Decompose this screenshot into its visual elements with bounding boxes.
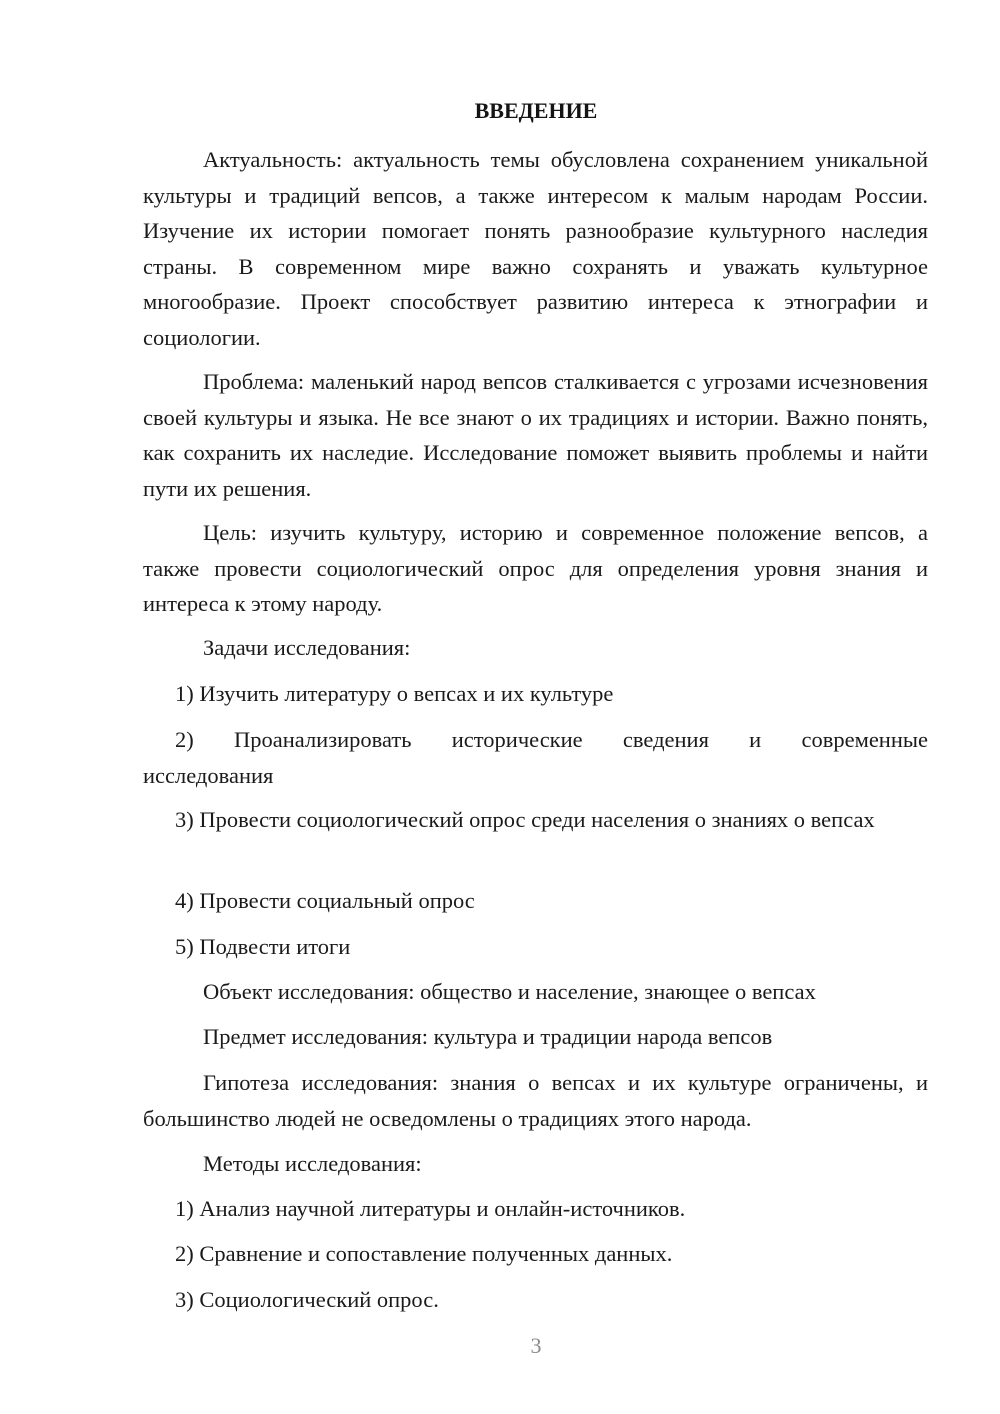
goal-paragraph: Цель: изучить культуру, историю и современное положение вепсов, а также провести социологический опрос для определения уровня знания и интереса к этому народу. (143, 520, 928, 616)
object-paragraph: Объект исследования: общество и население, знающее о вепсах (203, 979, 816, 1004)
relevance-paragraph: Актуальность: актуальность темы обусловлена сохранением уникальной культуры и традиций вепсов, а также интересом к малым народам России. Изучение их истории помогает понять разнообразие культурного наследия страны. В современном мире важно сохранять и уважать культурное многообразие. Проект способствует развитию интереса к этнографии и социологии. (143, 147, 928, 350)
problem-paragraph: Проблема: маленький народ вепсов сталкивается с угрозами исчезновения своей культуры и языка. Не все знают о их традициях и истории. Важно понять, как сохранить их наследие. Исследование поможет выявить проблемы и найти пути их решения. (143, 369, 928, 501)
task-item-4: 4) Провести социальный опрос (175, 888, 475, 913)
subject-paragraph: Предмет исследования: культура и традиции народа вепсов (203, 1024, 773, 1049)
hypothesis-paragraph: Гипотеза исследования: знания о вепсах и их культуре ограничены, и большинство людей не осведомлены о традициях этого народа. (143, 1070, 928, 1131)
method-item-3: 3) Социологический опрос. (175, 1287, 439, 1312)
methods-title: Методы исследования: (203, 1151, 422, 1176)
section-heading: ВВЕДЕНИЕ (474, 98, 598, 123)
task-item-5: 5) Подвести итоги (175, 934, 351, 959)
tasks-title: Задачи исследования: (203, 635, 411, 660)
method-item-1: 1) Анализ научной литературы и онлайн-источников. (175, 1196, 686, 1221)
method-item-2: 2) Сравнение и сопоставление полученных данных. (175, 1241, 673, 1266)
task-item-1: 1) Изучить литературу о вепсах и их культуре (175, 681, 614, 706)
task-item-2: 2) Проанализировать исторические сведения и современные исследования (143, 727, 928, 788)
page-number: 3 (530, 1333, 542, 1358)
task-item-3: 3) Провести социологический опрос среди населения о знаниях о вепсах (175, 807, 875, 832)
